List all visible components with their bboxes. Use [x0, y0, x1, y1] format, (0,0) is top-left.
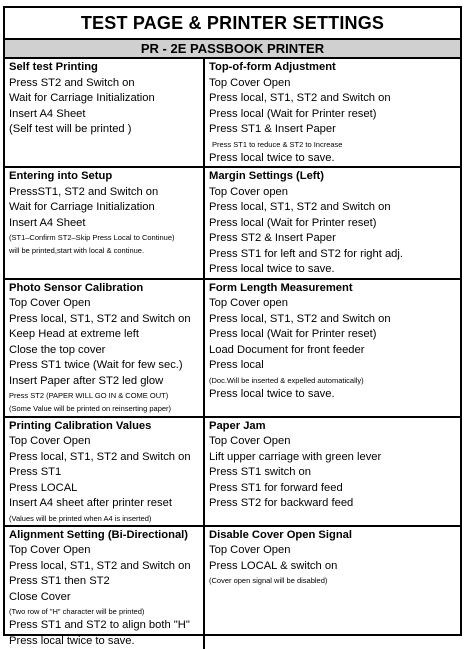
- instruction-line: Press local twice to save.: [209, 262, 457, 278]
- instruction-line: Press local, ST1, ST2 and Switch on: [209, 312, 457, 328]
- instruction-line: Press local twice to save.: [209, 151, 457, 167]
- section-note: (Two row of "H" character will be printed): [9, 605, 200, 618]
- section-cell: [204, 279, 460, 417]
- instruction-line: Press local, ST1, ST2 and Switch on: [209, 91, 457, 107]
- section-cell: [5, 167, 204, 279]
- instruction-line: Close Cover: [9, 590, 200, 606]
- settings-sheet: [3, 6, 462, 636]
- section-title: Top-of-form Adjustment: [209, 60, 457, 76]
- instruction-line: Top Cover Open: [209, 434, 457, 450]
- instruction-line: Press ST1 & Insert Paper: [209, 122, 457, 138]
- section-cell: [204, 167, 460, 279]
- section-note: will be printed,start with local & continue.: [9, 244, 200, 257]
- instruction-line: Top Cover open: [209, 296, 457, 312]
- section-cell: [5, 526, 204, 649]
- instruction-line: Press ST1 for left and ST2 for right adj.: [209, 247, 457, 263]
- page-subtitle: PR - 2E PASSBOOK PRINTER: [5, 38, 460, 59]
- instruction-line: Press LOCAL & switch on: [209, 559, 457, 575]
- instruction-line: Press local, ST1, ST2 and Switch on: [9, 559, 200, 575]
- section-title: Photo Sensor Calibration: [9, 281, 200, 297]
- section-row: [5, 167, 460, 279]
- section-note: Press ST1 to reduce & ST2 to Increase: [209, 138, 457, 151]
- instruction-line: Insert A4 Sheet: [9, 107, 200, 123]
- instruction-line: Press ST1 twice (Wait for few sec.): [9, 358, 200, 374]
- section-cell: [204, 417, 460, 526]
- instruction-line: Press ST2 and Switch on: [9, 76, 200, 92]
- instruction-line: Press ST1 and ST2 to align both "H": [9, 618, 200, 634]
- section-row: [5, 526, 460, 649]
- instruction-line: Press local, ST1, ST2 and Switch on: [9, 312, 200, 328]
- instruction-line: Press ST1: [9, 465, 200, 481]
- instruction-line: Load Document for front feeder: [209, 343, 457, 359]
- instruction-line: Insert A4 Sheet: [9, 216, 200, 232]
- instruction-line: Close the top cover: [9, 343, 200, 359]
- section-note: (Some Value will be printed on reinserting paper): [9, 402, 200, 415]
- instruction-line: Press local twice to save.: [9, 634, 200, 649]
- section-note: Press ST2 (PAPER WILL GO IN & COME OUT): [9, 389, 200, 402]
- instruction-line: Top Cover Open: [209, 76, 457, 92]
- instruction-line: Wait for Carriage Initialization: [9, 200, 200, 216]
- instruction-line: Press local (Wait for Printer reset): [209, 327, 457, 343]
- instruction-line: Lift upper carriage with green lever: [209, 450, 457, 466]
- instruction-line: Press local (Wait for Printer reset): [209, 107, 457, 123]
- section-title: Margin Settings (Left): [209, 169, 457, 185]
- section-note: (Values will be printed when A4 is inserted): [9, 512, 200, 525]
- section-title: Printing Calibration Values: [9, 419, 200, 435]
- section-title: Paper Jam: [209, 419, 457, 435]
- instruction-line: Press local: [209, 358, 457, 374]
- instruction-line: Insert A4 sheet after printer reset: [9, 496, 200, 512]
- instruction-line: Top Cover Open: [9, 543, 200, 559]
- section-note: (Doc.Will be inserted & expelled automatically): [209, 374, 457, 387]
- instruction-line: Wait for Carriage Initialization: [9, 91, 200, 107]
- instruction-line: Press local, ST1, ST2 and Switch on: [9, 450, 200, 466]
- section-cell: [204, 59, 460, 167]
- instruction-line: Top Cover open: [209, 185, 457, 201]
- instruction-line: Press ST2 for backward feed: [209, 496, 457, 512]
- section-title: Form Length Measurement: [209, 281, 457, 297]
- instruction-line: Top Cover Open: [209, 543, 457, 559]
- section-row: [5, 417, 460, 526]
- section-title: Alignment Setting (Bi-Directional): [9, 528, 200, 544]
- section-cell: [5, 59, 204, 167]
- instruction-line: Press LOCAL: [9, 481, 200, 497]
- page-title: TEST PAGE & PRINTER SETTINGS: [5, 8, 460, 38]
- instruction-line: Top Cover Open: [9, 296, 200, 312]
- section-cell: [204, 526, 460, 649]
- section-note: (ST1–Confirm ST2–Skip Press Local to Continue): [9, 231, 200, 244]
- section-title: Self test Printing: [9, 60, 200, 76]
- section-title: Entering into Setup: [9, 169, 200, 185]
- instruction-line: PressST1, ST2 and Switch on: [9, 185, 200, 201]
- instruction-line: Press ST1 switch on: [209, 465, 457, 481]
- instruction-line: Insert Paper after ST2 led glow: [9, 374, 200, 390]
- section-cell: [5, 279, 204, 417]
- instruction-line: Press local, ST1, ST2 and Switch on: [209, 200, 457, 216]
- section-row: [5, 59, 460, 167]
- instruction-line: Press local (Wait for Printer reset): [209, 216, 457, 232]
- section-cell: [5, 417, 204, 526]
- section-note: (Cover open signal will be disabled): [209, 574, 457, 587]
- instruction-line: Top Cover Open: [9, 434, 200, 450]
- instruction-line: Press ST1 for forward feed: [209, 481, 457, 497]
- section-row: [5, 279, 460, 417]
- instruction-grid: [5, 59, 460, 649]
- instruction-line: Press ST2 & Insert Paper: [209, 231, 457, 247]
- instruction-line: Press ST1 then ST2: [9, 574, 200, 590]
- instruction-line: Keep Head at extreme left: [9, 327, 200, 343]
- section-title: Disable Cover Open Signal: [209, 528, 457, 544]
- instruction-line: (Self test will be printed ): [9, 122, 200, 138]
- instruction-line: Press local twice to save.: [209, 387, 457, 403]
